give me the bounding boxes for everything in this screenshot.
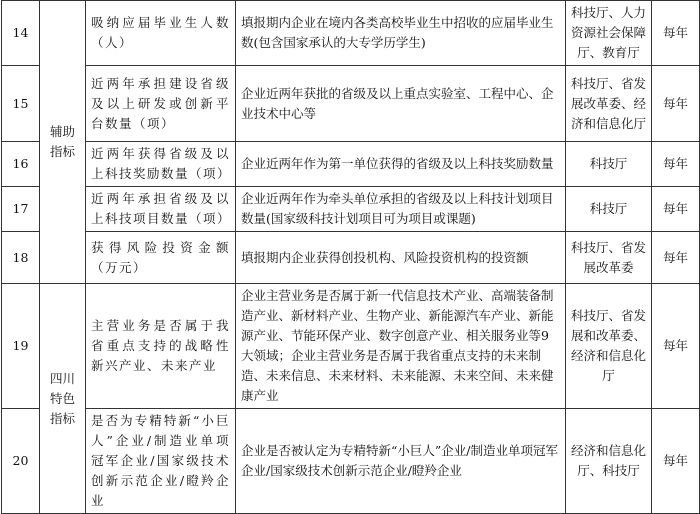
indicator-name: 是否为专精特新“小巨人”企业/制造业单项冠军企业/国家级技术创新示范企业/瞪羚企业 bbox=[86, 409, 236, 514]
category-sichuan: 四川特色指标 bbox=[40, 284, 86, 514]
indicator-description: 企业是否被认定为专精特新“小巨人”企业/制造业单项冠军企业/国家级技术创新示范企业/瞪羚企业 bbox=[236, 409, 566, 514]
table-row bbox=[2, 232, 700, 284]
indicator-description: 企业近两年作为牵头单位承担的省级及以上科技计划项目数量(国家级科技计划项目可为项目或课题) bbox=[236, 187, 566, 232]
indicator-table bbox=[1, 0, 700, 514]
indicator-description: 企业近两年获批的省级及以上重点实验室、工程中心、企业技术中心等 bbox=[236, 66, 566, 142]
indicator-name: 近两年承担省级及以上科技项目数量（项） bbox=[86, 187, 236, 232]
row-number: 17 bbox=[2, 187, 40, 232]
row-number: 14 bbox=[2, 1, 40, 66]
row-number: 20 bbox=[2, 409, 40, 514]
row-number: 19 bbox=[2, 284, 40, 409]
responsible-department: 科技厅、省发展改革委 bbox=[566, 232, 652, 284]
frequency: 每年 bbox=[652, 409, 700, 514]
category-auxiliary: 辅助指标 bbox=[40, 1, 86, 284]
row-number: 16 bbox=[2, 142, 40, 187]
row-number: 18 bbox=[2, 232, 40, 284]
frequency: 每年 bbox=[652, 66, 700, 142]
indicator-name: 主营业务是否属于我省重点支持的战略性新兴产业、未来产业 bbox=[86, 284, 236, 409]
responsible-department: 科技厅、省发展和改革委、经济和信息化厅 bbox=[566, 284, 652, 409]
frequency: 每年 bbox=[652, 284, 700, 409]
indicator-name: 近两年获得省级及以上科技奖励数量（项） bbox=[86, 142, 236, 187]
indicator-name: 获得风险投资金额（万元） bbox=[86, 232, 236, 284]
responsible-department: 科技厅、人力资源社会保障厅、教育厅 bbox=[566, 1, 652, 66]
indicator-name: 吸纳应届毕业生人数（人） bbox=[86, 1, 236, 66]
table-row bbox=[2, 284, 700, 409]
table-row bbox=[2, 187, 700, 232]
responsible-department: 科技厅、省发展改革委、经济和信息化厅 bbox=[566, 66, 652, 142]
table-row bbox=[2, 409, 700, 514]
indicator-description: 填报期内企业获得创投机构、风险投资机构的投资额 bbox=[236, 232, 566, 284]
frequency: 每年 bbox=[652, 1, 700, 66]
frequency: 每年 bbox=[652, 187, 700, 232]
indicator-description: 企业主营业务是否属于新一代信息技术产业、高端装备制造产业、新材料产业、生物产业、新能源汽车产业、新能源产业、节能环保产业、数字创意产业、相关服务业等9大领域；企业主营业务是否属于我省重点支持的未来制造、未来信息、未来材料、未来能源、未来空间、未来健康产业 bbox=[236, 284, 566, 409]
indicator-description: 填报期内企业在境内各类高校毕业生中招收的应届毕业生数(包含国家承认的大专学历学生) bbox=[236, 1, 566, 66]
responsible-department: 经济和信息化厅、科技厅 bbox=[566, 409, 652, 514]
responsible-department: 科技厅 bbox=[566, 187, 652, 232]
frequency: 每年 bbox=[652, 142, 700, 187]
indicator-description: 企业近两年作为第一单位获得的省级及以上科技奖励数量 bbox=[236, 142, 566, 187]
table-row bbox=[2, 66, 700, 142]
row-number: 15 bbox=[2, 66, 40, 142]
frequency: 每年 bbox=[652, 232, 700, 284]
table-row bbox=[2, 142, 700, 187]
table-row bbox=[2, 1, 700, 66]
indicator-name: 近两年承担建设省级及以上研发或创新平台数量（项） bbox=[86, 66, 236, 142]
responsible-department: 科技厅 bbox=[566, 142, 652, 187]
